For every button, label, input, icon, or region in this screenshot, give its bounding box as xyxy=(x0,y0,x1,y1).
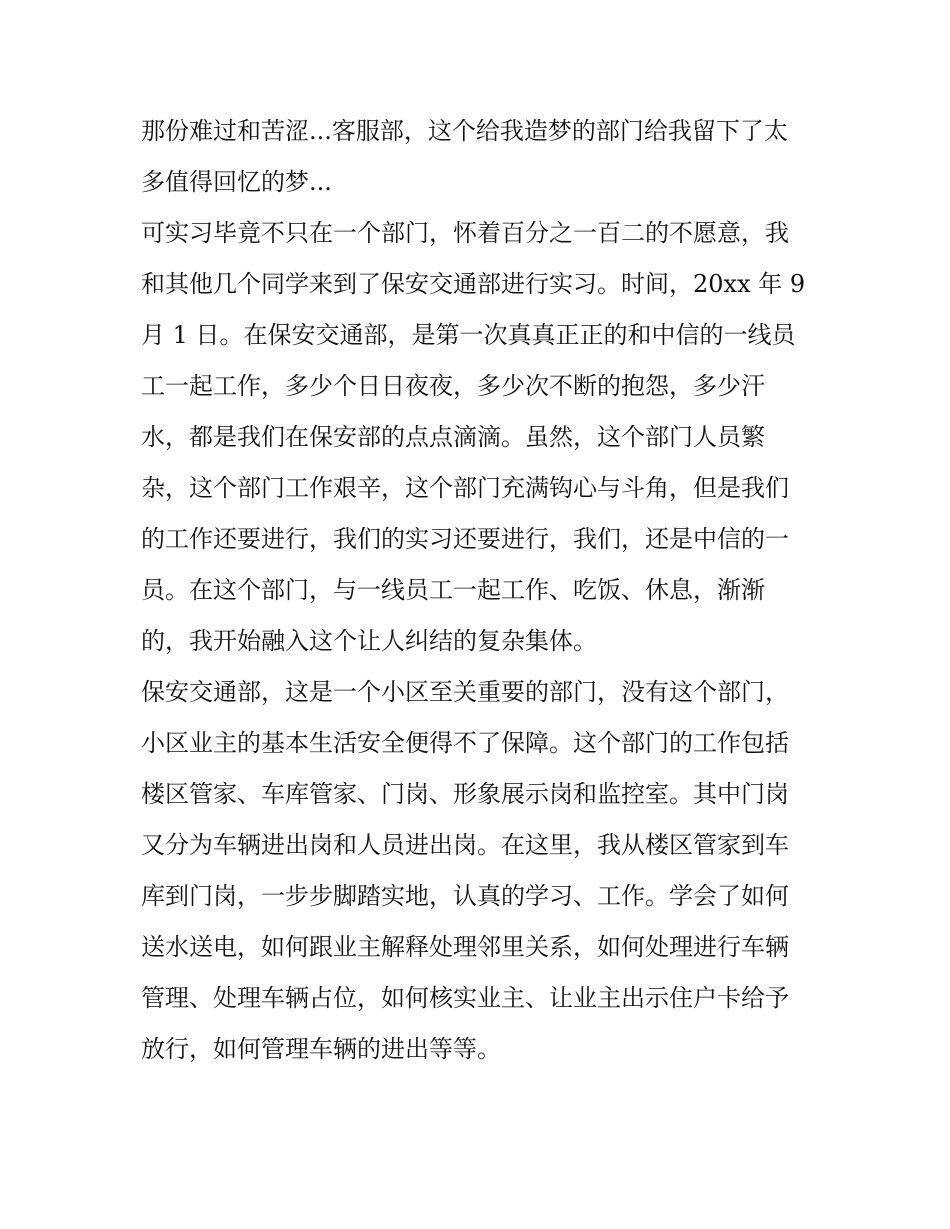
text-line: 和其他几个同学来到了保安交通部进行实习。时间，20xx 年 9 xyxy=(141,270,806,298)
text-line: 管理、处理车辆占位，如何核实业主、让业主出示住户卡给予 xyxy=(141,984,789,1012)
text-line: 月 1 日。在保安交通部，是第一次真真正正的和中信的一线员 xyxy=(141,321,796,349)
text-line: 水，都是我们在保安部的点点滴滴。虽然，这个部门人员繁 xyxy=(141,423,765,451)
text-line: 又分为车辆进出岗和人员进出岗。在这里，我从楼区管家到车 xyxy=(141,831,789,859)
text-line: 楼区管家、车库管家、门岗、形象展示岗和监控室。其中门岗 xyxy=(141,780,789,808)
text-line: 多值得回忆的梦... xyxy=(141,168,332,196)
text-line: 的工作还要进行，我们的实习还要进行，我们，还是中信的一 xyxy=(141,525,789,553)
text-line: 保安交通部，这是一个小区至关重要的部门，没有这个部门， xyxy=(141,678,789,706)
text-line: 的，我开始融入这个让人纠结的复杂集体。 xyxy=(141,627,597,655)
body-text xyxy=(141,106,813,1075)
text-line: 放行，如何管理车辆的进出等等。 xyxy=(141,1035,501,1063)
text-line: 小区业主的基本生活安全便得不了保障。这个部门的工作包括 xyxy=(141,729,789,757)
text-line: 送水送电，如何跟业主解释处理邻里关系，如何处理进行车辆 xyxy=(141,933,789,961)
text-line: 员。在这个部门，与一线员工一起工作、吃饭、休息，渐渐 xyxy=(141,576,765,604)
text-line: 库到门岗，一步步脚踏实地，认真的学习、工作。学会了如何 xyxy=(141,882,789,910)
text-line: 可实习毕竟不只在一个部门，怀着百分之一百二的不愿意，我 xyxy=(141,219,789,247)
text-line: 工一起工作，多少个日日夜夜，多少次不断的抱怨，多少汗 xyxy=(141,372,765,400)
text-line: 那份难过和苦涩...客服部，这个给我造梦的部门给我留下了太 xyxy=(141,117,788,145)
text-line: 杂，这个部门工作艰辛，这个部门充满钩心与斗角，但是我们 xyxy=(141,474,789,502)
